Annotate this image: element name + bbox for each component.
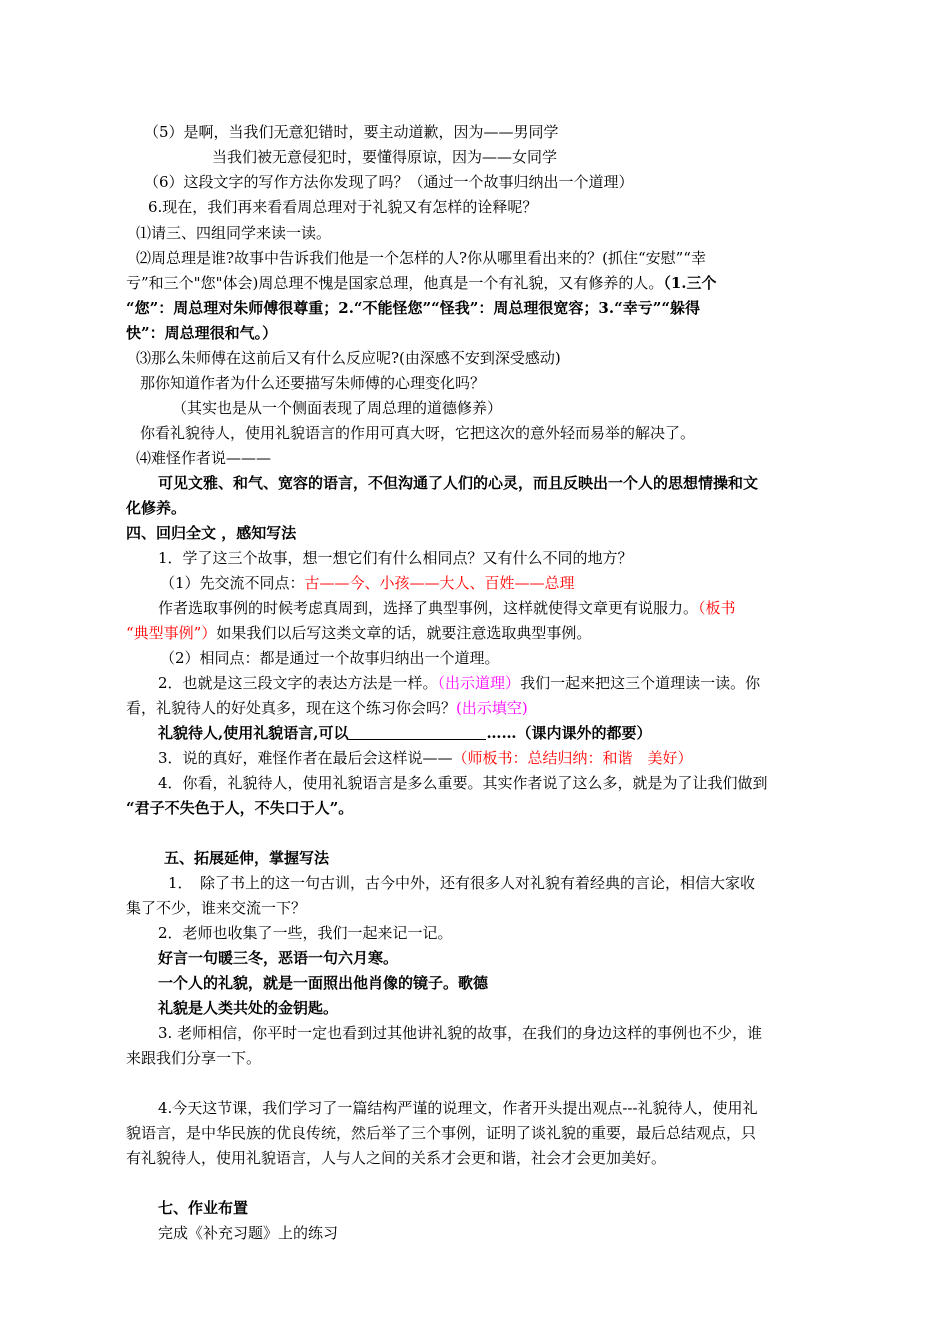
text-line [126, 621, 846, 645]
section-heading: 四、回归全文 ，感知写法 [126, 524, 297, 542]
text-line: 1．学了这三个故事，想一想它们有什么相同点？又有什么不同的地方？ [158, 549, 633, 567]
text-line: 3. 老师相信，你平时一定也看到过其他讲礼貌的故事，在我们的身边这样的事例也不少，谁 [158, 1024, 763, 1042]
text-line: ⑴请三、四组同学来读一读。 [136, 224, 332, 242]
text-line: 6.现在，我们再来看看周总理对于礼貌又有怎样的诠释呢？ [148, 198, 538, 216]
text-segment: 作者选取事例的时候考虑真周到，选择了典型事例，这样就使得文章更有说服力。 [158, 599, 699, 617]
text-line: （2）相同点：都是通过一个故事归纳出一个道理。 [160, 649, 500, 667]
bold-line: 化修养。 [126, 499, 187, 517]
text-segment: 亏”和三个"您"体会)周总理不愧是国家总理，他真是一个有礼貌，又有修养的人。 [126, 274, 664, 292]
text-line: 貌语言，是中华民族的优良传统，然后举了三个事例，证明了谈礼貌的重要，最后总结观点，只 [126, 1124, 757, 1142]
quote-line: 好言一句暖三冬，恶语一句六月寒。 [158, 949, 399, 967]
text-line: 完成《补充习题》上的练习 [158, 1224, 339, 1242]
text-segment: ……（课内课外的都要） [486, 724, 652, 742]
text-line: 4.今天这节课，我们学习了一篇结构严谨的说理文，作者开头提出观点---礼貌待人，使用礼 [158, 1099, 758, 1117]
text-line [126, 696, 846, 720]
text-line: 集了不少，谁来交流一下？ [126, 899, 307, 917]
text-segment: 礼貌待人,使用礼貌语言,可以 [158, 724, 349, 742]
fill-in-blank [348, 725, 486, 740]
bold-line [158, 721, 878, 745]
magenta-note: (出示填空) [456, 699, 528, 717]
text-line: 当我们被无意侵犯时，要懂得原谅，因为——女同学 [212, 148, 558, 166]
red-note: “典型事例”） [126, 624, 217, 642]
section-heading: 五、拓展延伸，掌握写法 [164, 849, 330, 867]
text-segment: （1）先交流不同点： [160, 574, 305, 592]
text-line [158, 596, 878, 620]
text-segment: 如果我们以后写这类文章的话，就要注意选取典型事例。 [216, 624, 592, 642]
text-line: 有礼貌待人，使用礼貌语言，人与人之间的关系才会更和谐，社会才会更加美好。 [126, 1149, 667, 1167]
text-line [126, 271, 846, 295]
text-segment: 我们一起来把这三个道理读一读。你 [520, 674, 761, 692]
bold-line: “君子不失色于人，不失口于人”。 [126, 799, 354, 817]
red-note: （板书 [698, 599, 736, 617]
magenta-note: （出示道理） [437, 674, 521, 692]
text-line: （6）这段文字的写作方法你发现了吗？（通过一个故事归纳出一个道理） [144, 173, 634, 191]
quote-line: 礼貌是人类共处的金钥匙。 [158, 999, 339, 1017]
text-segment: 2．也就是这三段文字的表达方法是一样。 [158, 674, 438, 692]
text-line: 2．老师也收集了一些，我们一起来记一记。 [158, 924, 453, 942]
text-segment: 3．说的真好，难怪作者在最后会这样说—— [158, 749, 453, 767]
text-line: （5）是啊，当我们无意犯错时，要主动道歉，因为——男同学 [144, 123, 559, 141]
bold-line: 可见文雅、和气、宽容的语言，不但沟通了人们的心灵，而且反映出一个人的思想情操和文 [158, 474, 759, 492]
red-note: （师板书：总结归纳：和谐 美好） [452, 749, 693, 767]
text-line [160, 571, 880, 595]
text-line: 那你知道作者为什么还要描写朱师傅的心理变化吗？ [140, 374, 486, 392]
text-line: （其实也是从一个侧面表现了周总理的道德修养） [172, 399, 503, 417]
bold-line: 快”：周总理很和气。） [126, 324, 278, 342]
text-line [158, 746, 878, 770]
quote-line: 一个人的礼貌，就是一面照出他肖像的镜子。歌德 [158, 974, 489, 992]
text-line [158, 671, 878, 695]
text-line: ⑶那么朱师傅在这前后又有什么反应呢?(由深感不安到深受感动) [136, 349, 561, 367]
text-line: ⑷难怪作者说——— [136, 449, 272, 467]
bold-line: “您”：周总理对朱师傅很尊重；2.“不能怪您”“怪我”：周总理很宽容；3.“幸亏”“躲得 [126, 299, 700, 317]
section-heading: 七、作业布置 [158, 1199, 249, 1217]
text-line: ⑵周总理是谁?故事中告诉我们他是一个怎样的人?你从哪里看出来的？(抓住“安慰”“幸 [136, 249, 706, 267]
text-line: 4．你看，礼貌待人，使用礼貌语言是多么重要。其实作者说了这么多，就是为了让我们做到 [158, 774, 768, 792]
text-segment: 看，礼貌待人的好处真多，现在这个练习你会吗？ [126, 699, 457, 717]
text-line: 你看礼貌待人，使用礼貌语言的作用可真大呀，它把这次的意外轻而易举的解决了。 [140, 424, 696, 442]
red-note: 古——今、小孩——大人、百姓——总理 [304, 574, 575, 592]
text-line: 来跟我们分享一下。 [126, 1049, 262, 1067]
text-line: 1． 除了书上的这一句古训，古今中外，还有很多人对礼貌有着经典的言论，相信大家收 [168, 874, 756, 892]
bold-segment: （1.三个 [663, 274, 717, 292]
